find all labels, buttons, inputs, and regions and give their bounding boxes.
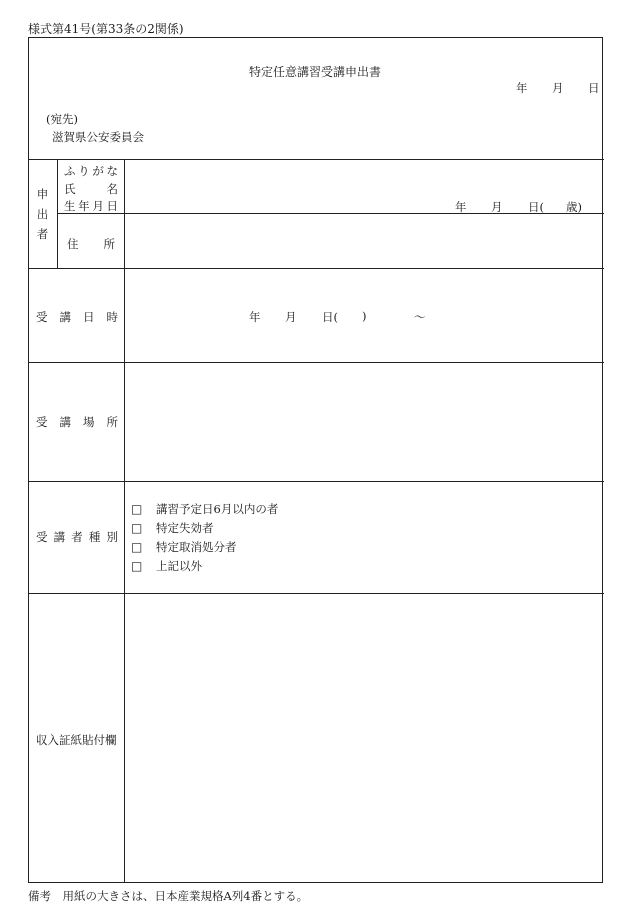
- checkbox[interactable]: □: [131, 559, 143, 573]
- date-line: [516, 80, 600, 96]
- participant-option-text: 上記以外: [156, 559, 202, 573]
- participant-type-label: [36, 529, 118, 545]
- participant-option[interactable]: [131, 501, 278, 517]
- divider-location: [28, 481, 604, 482]
- date-month: 月: [552, 81, 564, 95]
- name-label: [64, 181, 118, 197]
- birthdate-label: [64, 198, 118, 214]
- datetime-label-char: 時: [106, 310, 118, 324]
- name-char: 氏: [64, 182, 76, 196]
- checkbox[interactable]: □: [131, 540, 143, 554]
- addressee-name: 滋賀県公安委員会: [52, 130, 144, 144]
- form-number: 様式第41号(第33条の2関係): [28, 22, 184, 36]
- location-label-char: 受: [36, 415, 48, 429]
- applicant-label-char: 者: [36, 227, 49, 241]
- revenue-stamp-area[interactable]: [125, 594, 603, 882]
- datetime-label-char: 講: [59, 310, 71, 324]
- checkbox[interactable]: □: [131, 502, 143, 516]
- applicant-label-char: 申: [36, 187, 49, 201]
- age-label: 歳): [566, 200, 582, 214]
- participant-option-text: 特定失効者: [156, 521, 214, 535]
- form-title: 特定任意講習受講申出書: [248, 65, 381, 79]
- course-month-label: 月: [285, 310, 297, 324]
- participant-option-text: 特定取消処分者: [156, 540, 237, 554]
- participant-option[interactable]: [131, 520, 214, 536]
- address-char: 住: [67, 237, 79, 251]
- date-year: 年: [516, 81, 528, 95]
- course-location-label: [36, 414, 118, 430]
- birth-year-label: 年: [455, 200, 467, 214]
- divider-applicant-subcolumn: [57, 159, 58, 268]
- participant-label-char: 者: [71, 530, 83, 544]
- date-day: 日: [588, 81, 600, 95]
- participant-label-char: 別: [106, 530, 118, 544]
- participant-label-char: 講: [53, 530, 66, 544]
- course-year-label: 年: [249, 310, 261, 324]
- birthdate-char: 日: [106, 199, 118, 213]
- address-char: 所: [103, 237, 115, 251]
- address-field[interactable]: [125, 214, 603, 267]
- birthdate-fields: [455, 199, 595, 213]
- datetime-label-char: 日: [83, 310, 95, 324]
- furigana-label: [64, 163, 118, 179]
- applicant-section-label: [28, 184, 57, 244]
- furigana-char: り: [78, 164, 90, 178]
- course-tilde: 〜: [414, 310, 426, 324]
- course-day-label: 日(: [322, 310, 338, 324]
- birthdate-char: 年: [78, 199, 90, 213]
- furigana-char: ふ: [64, 164, 76, 178]
- participant-option[interactable]: [131, 558, 202, 574]
- birthdate-char: 生: [64, 199, 76, 213]
- furigana-char: な: [106, 164, 118, 178]
- participant-option[interactable]: [131, 539, 237, 555]
- location-label-char: 所: [106, 415, 118, 429]
- revenue-stamp-label: 収入証紙貼付欄: [36, 733, 117, 747]
- addressee-label: (宛先): [46, 112, 78, 126]
- course-datetime-field[interactable]: [125, 269, 603, 361]
- remark-note: 備考 用紙の大きさは、日本産業規格A列4番とする。: [28, 889, 309, 903]
- participant-label-char: 受: [36, 530, 48, 544]
- participant-option-text: 講習予定日6月以内の者: [156, 502, 279, 516]
- birth-day-label: 日(: [528, 200, 544, 214]
- location-label-char: 講: [59, 415, 71, 429]
- checkbox[interactable]: □: [131, 521, 143, 535]
- furigana-char: が: [92, 164, 104, 178]
- datetime-label-char: 受: [36, 310, 48, 324]
- course-close-paren: ): [362, 309, 367, 323]
- course-location-field[interactable]: [125, 363, 603, 480]
- name-char: 名: [106, 182, 118, 196]
- birth-month-label: 月: [491, 200, 503, 214]
- course-datetime-label: [36, 309, 118, 325]
- address-label: [64, 236, 118, 252]
- applicant-label-char: 出: [36, 207, 49, 221]
- location-label-char: 場: [83, 415, 95, 429]
- participant-label-char: 種: [88, 530, 101, 544]
- birthdate-char: 月: [92, 199, 104, 213]
